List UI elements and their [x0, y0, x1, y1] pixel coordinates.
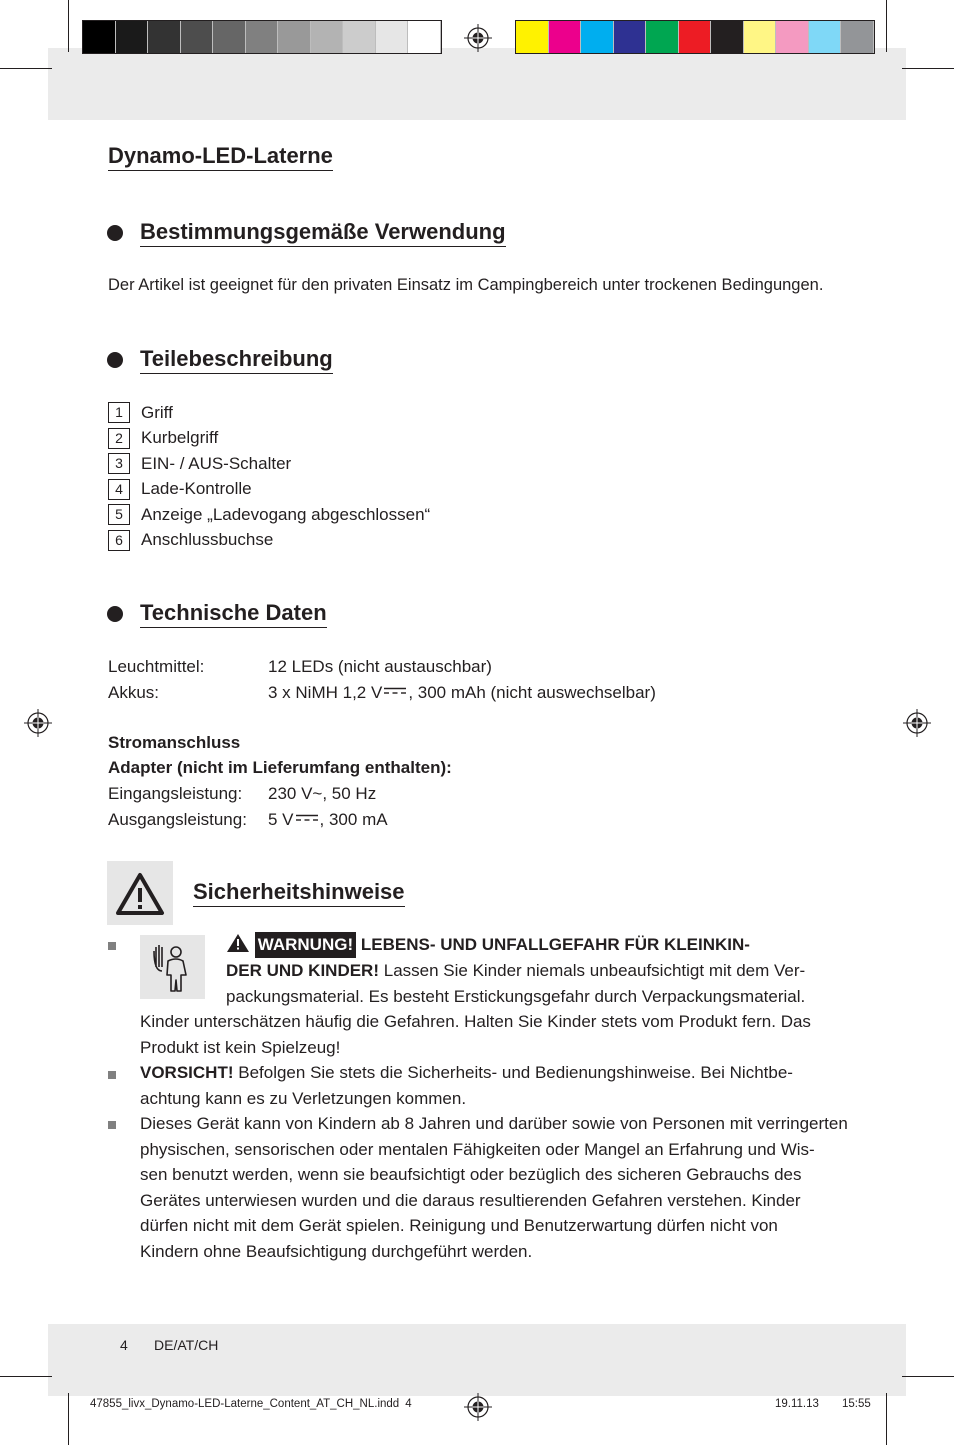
parts-list — [108, 400, 430, 553]
color-swatch — [343, 21, 376, 53]
top-gray-band — [48, 48, 906, 120]
caution-line-1 — [140, 1060, 793, 1086]
color-swatch — [809, 21, 842, 53]
warning-headline: LEBENS- UND UNFALLGEFAHR FÜR KLEINKIN- — [360, 935, 750, 954]
warning-triangle-icon — [107, 861, 173, 925]
paragraph-line: Gerätes unterwiesen wurden und die daraus resultierenden Gefahren verstehen. Kinder — [140, 1190, 801, 1210]
print-date: 19.11.13 — [775, 1398, 819, 1410]
warning-line-1 — [226, 932, 750, 958]
color-swatch — [549, 21, 582, 53]
bottom-gray-band — [48, 1324, 906, 1396]
color-swatch — [246, 21, 279, 53]
list-item — [108, 477, 430, 503]
registration-mark-icon — [464, 1393, 492, 1421]
paragraph-line: physischen, sensorischen oder mentalen Fähigkeiten oder Mangel an Erfahrung und Wis- — [140, 1139, 815, 1159]
spec-label: Eingangsleistung: — [108, 784, 243, 803]
spec-label: Ausgangsleistung: — [108, 809, 247, 829]
adapter-heading: Adapter (nicht im Lieferumfang enthalten): — [108, 758, 452, 777]
part-number: 2 — [108, 428, 130, 449]
part-label: Lade-Kontrolle — [141, 479, 252, 499]
child-warning-box — [140, 935, 205, 999]
gray-color-bar — [82, 20, 442, 54]
crop-mark — [902, 1376, 954, 1377]
paragraph-line: Kindern ohne Beaufsichtigung durchgeführt werden. — [140, 1241, 533, 1261]
color-swatch — [181, 21, 214, 53]
registration-mark-icon — [464, 24, 492, 52]
list-item — [108, 528, 430, 554]
color-swatch — [148, 21, 181, 53]
section-bullet-icon — [107, 352, 123, 368]
part-label: Anschlussbuchse — [141, 530, 274, 550]
part-label: Griff — [141, 402, 173, 422]
list-bullet-icon — [108, 1071, 116, 1079]
adapter-specs — [108, 781, 388, 832]
warning-line-4: Kinder unterschätzen häufig die Gefahren. Halten Sie Kinder stets vom Produkt fern. Das — [140, 1012, 811, 1031]
child-hazard-icon — [140, 935, 205, 999]
color-swatch — [711, 21, 744, 53]
tech-specs — [108, 654, 656, 705]
part-label: Kurbelgriff — [141, 428, 219, 448]
warning-line-2 — [226, 958, 805, 984]
part-number: 5 — [108, 504, 130, 525]
list-bullet-icon — [108, 1121, 116, 1129]
part-label: EIN- / AUS-Schalter — [141, 453, 292, 473]
print-time: 15:55 — [842, 1398, 871, 1410]
registration-mark-icon — [24, 709, 52, 737]
color-swatch — [841, 21, 874, 53]
file-name-text: 47855_livx_Dynamo-LED-Laterne_Content_AT_CH_NL.indd — [90, 1398, 400, 1410]
crop-mark — [0, 68, 52, 69]
dc-symbol-icon — [296, 814, 318, 822]
spec-value: 5 V — [268, 809, 294, 829]
section-bullet-icon — [107, 225, 123, 241]
page-title: Dynamo-LED-Laterne — [108, 143, 333, 171]
spec-value-suffix: , 300 mA — [319, 809, 388, 829]
color-swatch — [679, 21, 712, 53]
file-name — [90, 1398, 412, 1410]
spec-value: 3 x NiMH 1,2 V — [268, 682, 383, 702]
color-swatch — [614, 21, 647, 53]
caution-text: Befolgen Sie stets die Sicherheits- und Bedienungshinweise. Bei Nichtbe- — [238, 1063, 793, 1082]
crop-mark — [886, 1393, 887, 1445]
color-swatch — [311, 21, 344, 53]
warning-line-3: packungsmaterial. Es besteht Erstickungsgefahr durch Verpackungsmaterial. — [226, 987, 806, 1006]
warning-headline-cont: DER UND KINDER! — [226, 961, 379, 980]
power-heading: Stromanschluss — [108, 733, 241, 752]
part-label: Anzeige „Ladevogang abgeschlossen“ — [141, 504, 431, 524]
spec-value: 12 LEDs (nicht austauschbar) — [268, 657, 492, 676]
page-number: 4 — [120, 1337, 128, 1353]
color-swatch — [213, 21, 246, 53]
caution-line-2: achtung kann es zu Verletzungen kommen. — [140, 1089, 467, 1108]
warning-triangle-icon — [226, 933, 250, 953]
warning-symbol-box — [107, 861, 173, 925]
section-heading-parts: Teilebeschreibung — [140, 346, 333, 374]
paragraph-line: dürfen nicht mit dem Gerät spielen. Reinigung und Benutzerwartung dürfen nicht von — [140, 1216, 778, 1235]
part-number: 3 — [108, 453, 130, 474]
color-swatch — [776, 21, 809, 53]
color-swatch — [744, 21, 777, 53]
warning-line-5: Produkt ist kein Spielzeug! — [140, 1038, 341, 1057]
children-paragraph — [140, 1111, 848, 1264]
paragraph-line: Dieses Gerät kann von Kindern ab 8 Jahren und darüber sowie von Personen mit verringerten — [140, 1114, 848, 1133]
color-swatch — [116, 21, 149, 53]
spec-row — [108, 654, 656, 680]
color-swatch — [408, 21, 441, 53]
warning-badge: WARNUNG! — [255, 932, 356, 958]
spec-label: Leuchtmittel: — [108, 657, 205, 676]
section-bullet-icon — [107, 606, 123, 622]
registration-mark-icon — [903, 709, 931, 737]
color-swatch — [376, 21, 409, 53]
crop-mark — [902, 68, 954, 69]
dc-symbol-icon — [384, 687, 406, 695]
section-heading-safety: Sicherheitshinweise — [193, 879, 405, 907]
list-bullet-icon — [108, 942, 116, 950]
spec-row — [108, 781, 388, 807]
caution-label: VORSICHT! — [140, 1063, 234, 1082]
color-color-bar — [515, 20, 875, 54]
spec-row — [108, 680, 656, 706]
spec-label: Akkus: — [108, 682, 160, 702]
color-swatch — [516, 21, 549, 53]
paragraph-line: sen benutzt werden, wenn sie beaufsichtigt oder bezüglich des sicheren Gebrauchs des — [140, 1165, 802, 1184]
spec-row — [108, 807, 388, 833]
warning-text: Lassen Sie Kinder niemals unbeaufsichtigt mit dem Ver- — [383, 961, 806, 980]
color-swatch — [83, 21, 116, 53]
section-heading-tech: Technische Daten — [140, 600, 327, 628]
list-item — [108, 426, 430, 452]
crop-mark — [0, 1376, 52, 1377]
part-number: 6 — [108, 530, 130, 551]
section-heading-use: Bestimmungsgemäße Verwendung — [140, 219, 506, 247]
part-number: 1 — [108, 402, 130, 423]
color-swatch — [278, 21, 311, 53]
color-swatch — [646, 21, 679, 53]
list-item — [108, 400, 430, 426]
use-text: Der Artikel ist geeignet für den privaten Einsatz im Campingbereich unter trockenen Bedingungen. — [108, 276, 824, 294]
crop-mark — [68, 1393, 69, 1445]
list-item — [108, 451, 430, 477]
locale-label: DE/AT/CH — [154, 1337, 219, 1353]
spec-value: 230 V~, 50 Hz — [268, 784, 377, 803]
file-page: 4 — [405, 1398, 412, 1410]
part-number: 4 — [108, 479, 130, 500]
spec-value-suffix: , 300 mAh (nicht auswechselbar) — [408, 682, 656, 702]
crop-mark — [886, 0, 887, 52]
crop-mark — [68, 0, 69, 52]
color-swatch — [581, 21, 614, 53]
list-item — [108, 502, 430, 528]
